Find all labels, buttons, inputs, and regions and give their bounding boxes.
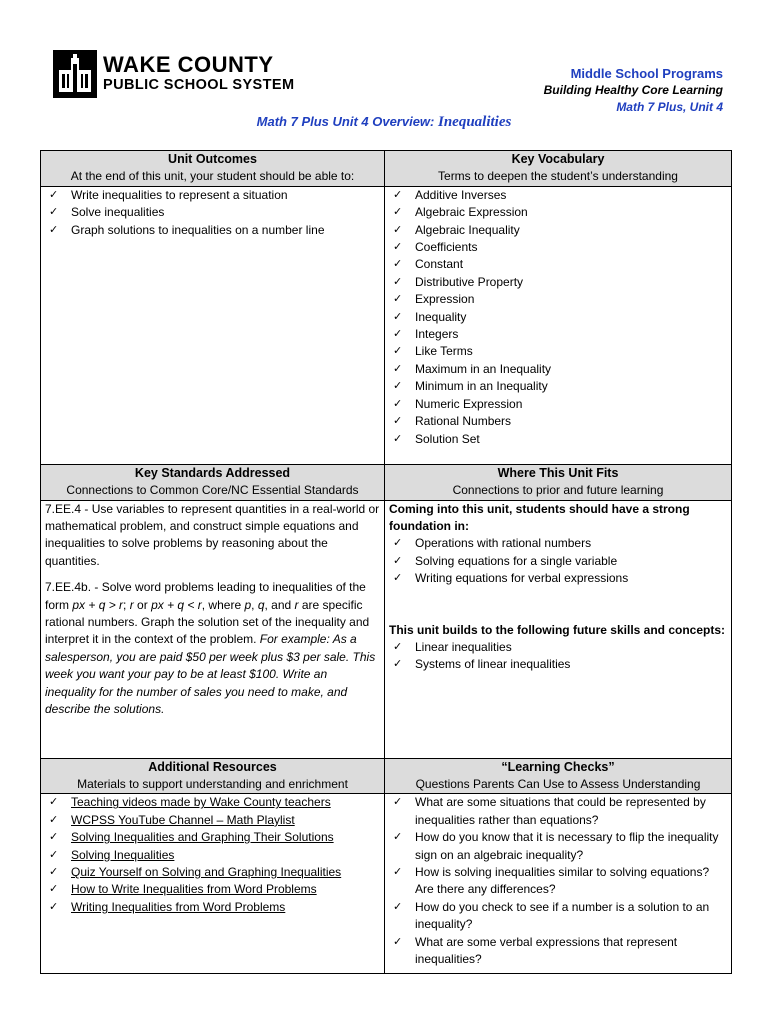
- list-item: ✓ Operations with rational numbers: [389, 535, 727, 552]
- standard-7ee4b: [45, 579, 380, 718]
- school-building-icon: [53, 50, 97, 98]
- standards-cell: [41, 500, 385, 758]
- standards-header: [41, 464, 385, 500]
- standard-text: 7.EE.4b. - Solve word problems leading to inequalities of the form: [45, 580, 366, 612]
- standards-subtitle: Connections to Common Core/NC Essential Standards: [66, 483, 359, 498]
- list-item: [45, 847, 380, 864]
- resources-header: [41, 758, 385, 794]
- fits-header: [385, 464, 732, 500]
- list-item: ✓ Graph solutions to inequalities on a number line: [45, 222, 380, 239]
- list-item: [45, 812, 380, 829]
- link-solving-graphing[interactable]: Solving Inequalities and Graphing Their Solutions: [71, 830, 334, 845]
- link-writing-word-problems[interactable]: Writing Inequalities from Word Problems: [71, 899, 286, 914]
- outcomes-cell: [41, 186, 385, 464]
- link-quiz-yourself[interactable]: Quiz Yourself on Solving and Graphing Inequalities: [71, 865, 342, 880]
- title-prefix: Math 7 Plus Unit 4 Overview:: [256, 114, 438, 129]
- checks-cell: [385, 794, 732, 974]
- standard-7ee4: 7.EE.4 - Use variables to represent quantities in a real-world or mathematical problem, and construct simple equations and inequalities to solve problems by reasoning about the quantities.: [45, 501, 380, 568]
- variable-r: r: [294, 597, 299, 612]
- list-item: ✓ Additive Inverses: [389, 187, 727, 204]
- list-item: ✓ Algebraic Inequality: [389, 222, 727, 239]
- vocab-title: Key Vocabulary: [511, 152, 605, 166]
- variable-q: q: [257, 597, 265, 612]
- list-item: ✓ Constant: [389, 256, 727, 273]
- link-how-to-write[interactable]: How to Write Inequalities from Word Problems: [71, 882, 317, 897]
- standard-text: or: [133, 597, 152, 612]
- list-item: ✓ Coefficients: [389, 239, 727, 256]
- resources-list: [45, 794, 380, 916]
- standards-title: Key Standards Addressed: [134, 465, 291, 480]
- list-item: ✓ Minimum in an Inequality: [389, 378, 727, 395]
- list-item: ✓ Write inequalities to represent a situation: [45, 187, 380, 204]
- outcomes-title: Unit Outcomes: [168, 152, 257, 166]
- checks-title: “Learning Checks”: [501, 759, 615, 774]
- list-item: ✓ Like Terms: [389, 343, 727, 360]
- link-teaching-videos[interactable]: Teaching videos made by Wake County teachers: [71, 795, 331, 810]
- logo-line-2: PUBLIC SCHOOL SYSTEM: [103, 77, 295, 93]
- variable-r: r: [129, 597, 134, 612]
- list-item: [45, 899, 380, 916]
- standard-text: ;: [123, 597, 130, 612]
- list-item: ✓ How is solving inequalities similar to solving equations? Are there any differences?: [389, 864, 727, 899]
- outcomes-list: [45, 187, 380, 239]
- logo-text: [103, 54, 294, 94]
- list-item: [45, 829, 380, 846]
- resources-subtitle: Materials to support understanding and enrichment: [77, 777, 348, 792]
- vocab-cell: [385, 186, 732, 464]
- prior-list: [389, 535, 727, 587]
- vocab-list: [389, 187, 727, 448]
- list-item: ✓ Numeric Expression: [389, 396, 727, 413]
- list-item: ✓ How do you know that it is necessary to flip the inequality sign on an algebraic inequality?: [389, 829, 727, 864]
- list-item: ✓ How do you check to see if a number is a solution to an inequality?: [389, 899, 727, 934]
- list-item: ✓ Rational Numbers: [389, 413, 727, 430]
- checks-header: [385, 758, 732, 794]
- checks-subtitle: Questions Parents Can Use to Assess Understanding: [415, 777, 701, 792]
- list-item: ✓ Integers: [389, 326, 727, 343]
- logo-line-1: WAKE COUNTY: [103, 52, 274, 77]
- future-intro: This unit builds to the following future skills and concepts:: [389, 622, 726, 637]
- tagline: Building Healthy Core Learning: [543, 83, 723, 97]
- overview-table: [40, 150, 732, 974]
- formula-less: px + q < r: [151, 597, 202, 612]
- vocab-header: [385, 151, 732, 187]
- list-item: ✓ Systems of linear inequalities: [389, 656, 727, 673]
- variable-p: p: [244, 597, 252, 612]
- unit-label: Math 7 Plus, Unit 4: [616, 100, 723, 114]
- prior-intro: Coming into this unit, students should have a strong foundation in:: [389, 501, 690, 534]
- list-item: [45, 881, 380, 898]
- list-item: ✓ Solving equations for a single variable: [389, 553, 727, 570]
- checks-list: [389, 794, 727, 968]
- vocab-subtitle: Terms to deepen the student’s understanding: [438, 169, 678, 184]
- fits-title: Where This Unit Fits: [497, 465, 619, 480]
- standard-example: For example: As a salesperson, you are paid $50 per week plus $3 per sale. This week you want your pay to be at least $100. Write an inequality for the number of sales you need to make, and describe the solutions.: [45, 632, 376, 717]
- list-item: ✓ Expression: [389, 291, 727, 308]
- list-item: ✓ Distributive Property: [389, 274, 727, 291]
- list-item: ✓ What are some situations that could be represented by inequalities rather than equations?: [389, 794, 727, 829]
- resources-cell: [41, 794, 385, 974]
- standard-text: , and: [264, 597, 295, 612]
- list-item: ✓ Inequality: [389, 309, 727, 326]
- outcomes-subtitle: At the end of this unit, your student should be able to:: [70, 169, 355, 184]
- list-item: ✓ Writing equations for verbal expressions: [389, 570, 727, 587]
- standard-text: are specific rational numbers. Graph the solution set of the inequality and interpret it in the context of the problem.: [45, 597, 370, 647]
- title-topic: Inequalities: [437, 114, 512, 130]
- list-item: ✓ Solve inequalities: [45, 204, 380, 221]
- link-youtube-playlist[interactable]: WCPSS YouTube Channel – Math Playlist: [71, 812, 295, 827]
- header-info: [544, 65, 723, 116]
- fits-cell: [385, 500, 732, 758]
- list-item: [45, 864, 380, 881]
- list-item: [45, 794, 380, 811]
- list-item: ✓ Linear inequalities: [389, 639, 727, 656]
- standard-text: ,: [251, 597, 258, 612]
- outcomes-header: [41, 151, 385, 187]
- list-item: ✓ Solution Set: [389, 431, 727, 448]
- list-item: ✓ Algebraic Expression: [389, 204, 727, 221]
- fits-subtitle: Connections to prior and future learning: [452, 483, 664, 498]
- formula-greater: px + q > r: [72, 597, 124, 612]
- link-solving-inequalities[interactable]: Solving Inequalities: [71, 847, 175, 862]
- program-name: Middle School Programs: [570, 66, 723, 81]
- future-list: [389, 639, 727, 674]
- standard-text: , where: [201, 597, 245, 612]
- wcpss-logo: [53, 50, 294, 98]
- resources-title: Additional Resources: [148, 759, 277, 774]
- document-title: [0, 114, 768, 131]
- list-item: ✓ What are some verbal expressions that represent inequalities?: [389, 934, 727, 969]
- list-item: ✓ Maximum in an Inequality: [389, 361, 727, 378]
